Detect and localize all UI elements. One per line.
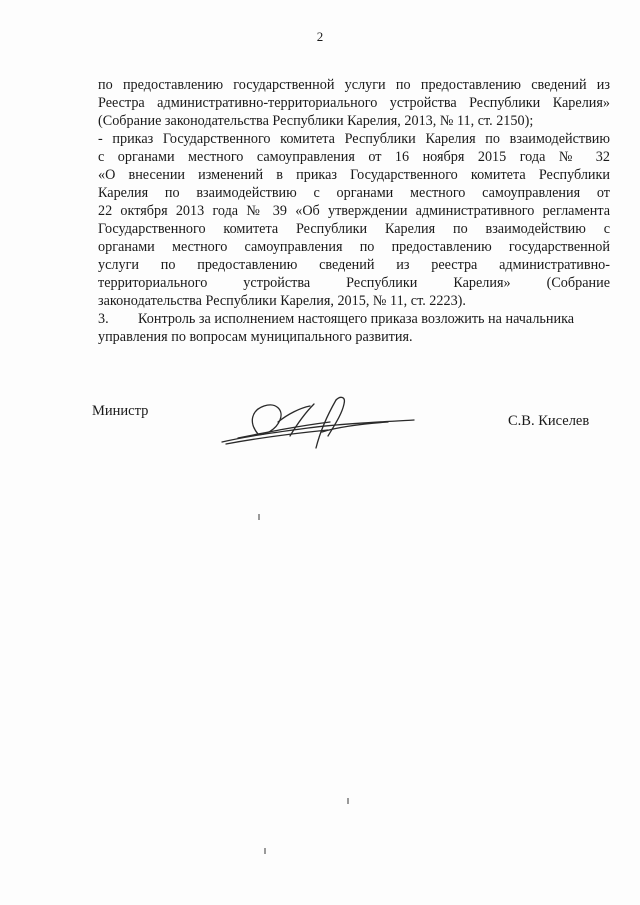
item-3-continuation: управления по вопросам муниципального развития. [98, 329, 413, 345]
text-line-11: услуги по предоставлению сведений из реестра административно- [98, 257, 610, 273]
text-line-9: Государственного комитета Республики Карелия по взаимодействию с [98, 221, 610, 237]
text-line-6: «О внесении изменений в приказ Государственного комитета Республики [98, 167, 610, 183]
text-line-12: территориального устройства Республики Карелия» (Собрание [98, 275, 610, 291]
text-line-1: по предоставлению государственной услуги по предоставлению сведений из [98, 77, 610, 93]
text-line-2: Реестра административно-территориального устройства Республики Карелия» [98, 95, 610, 111]
text-line-13: законодательства Республики Карелия, 2015, № 11, ст. 2223). [98, 293, 466, 309]
text-line-5: с органами местного самоуправления от 16 ноября 2015 года № 32 [98, 149, 610, 165]
item-3 [98, 311, 610, 327]
text-line-10: органами местного самоуправления по предоставлению государственной [98, 239, 610, 255]
text-line-8: 22 октября 2013 года № 39 «Об утверждении административного регламента [98, 203, 610, 219]
item-3-number: 3. [98, 311, 109, 327]
text-line-7: Карелия по взаимодействию с органами местного самоуправления от [98, 185, 610, 201]
handwritten-signature [218, 392, 418, 454]
text-line-4: - приказ Государственного комитета Республики Карелия по взаимодействию [98, 131, 610, 147]
page-number: 2 [316, 29, 324, 44]
text-line-3: (Собрание законодательства Республики Карелия, 2013, № 11, ст. 2150); [98, 113, 534, 129]
signatory-title: Министр [92, 403, 149, 419]
scan-speck [347, 798, 349, 804]
scan-speck [264, 848, 266, 854]
scan-speck [258, 514, 260, 520]
item-3-text: Контроль за исполнением настоящего приказа возложить на начальника [138, 311, 575, 327]
signatory-name: С.В. Киселев [508, 413, 590, 429]
